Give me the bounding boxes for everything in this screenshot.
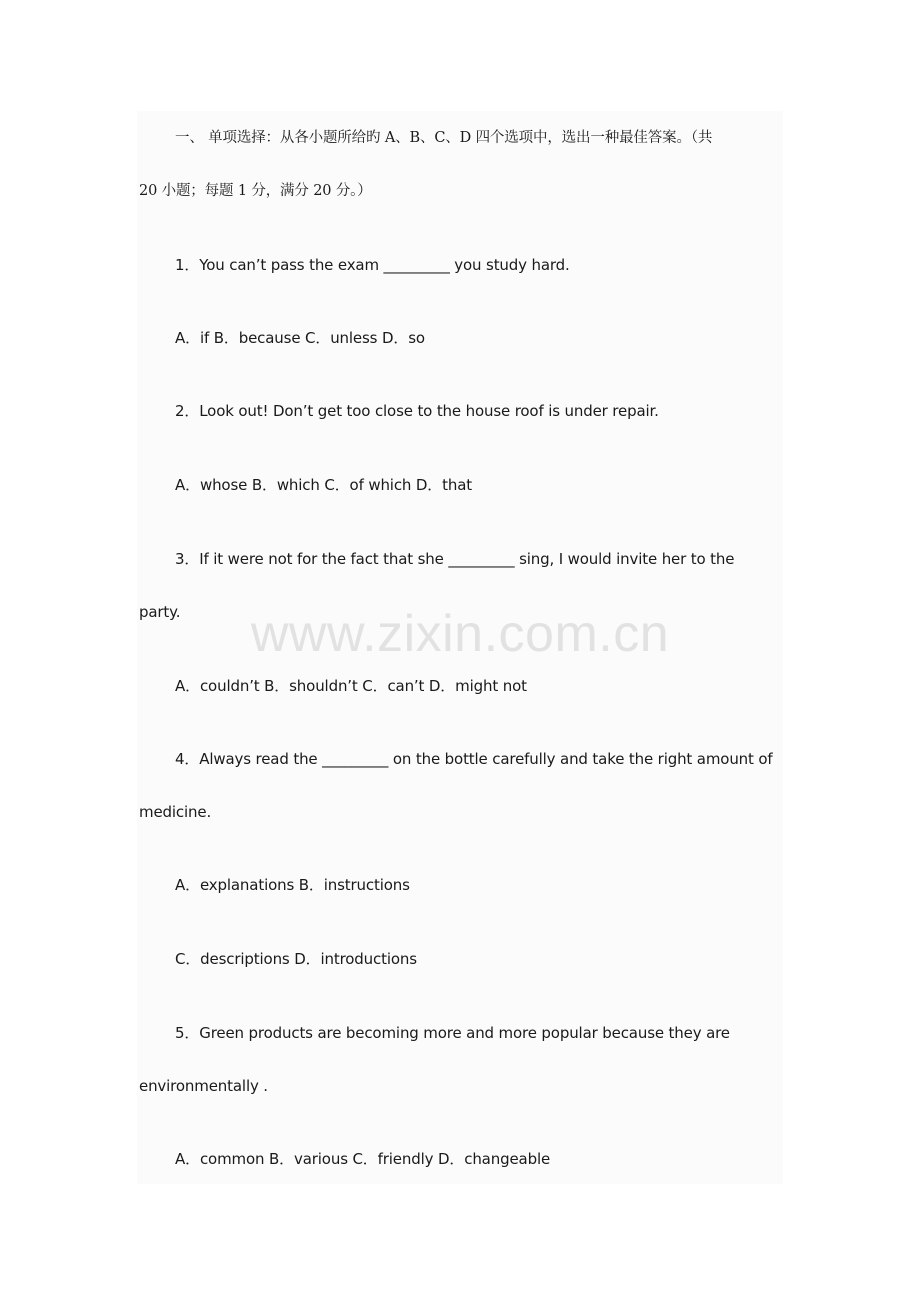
section-heading-line-1: 一、 单项选择：从各小题所给旳 A、B、C、D 四个选项中，选出一种最佳答案。（共 — [175, 130, 713, 146]
question-2-options: A．whose B．which C．of which D．that — [175, 476, 473, 494]
question-5-stem: 5．Green products are becoming more and more popular because they are — [175, 1024, 730, 1042]
question-3-stem-continued: party. — [139, 603, 181, 621]
question-1-options: A．if B．because C．unless D．so — [175, 329, 425, 347]
question-5-options: A．common B．various C．friendly D．changeable — [175, 1150, 551, 1168]
section-heading-line-2: 20 小题；每题 1 分，满分 20 分。） — [139, 183, 372, 199]
question-4-options-row-2: C．descriptions D．introductions — [175, 950, 417, 968]
question-1-stem: 1．You can’t pass the exam _________ you study hard. — [175, 256, 570, 274]
watermark-text: www.zixin.com.cn — [250, 605, 670, 663]
question-4-options-row-1: A．explanations B．instructions — [175, 876, 410, 894]
question-4-stem: 4．Always read the _________ on the bottle carefully and take the right amount of — [175, 750, 773, 768]
question-4-stem-continued: medicine. — [139, 803, 212, 821]
question-2-stem: 2．Look out! Don’t get too close to the house roof is under repair. — [175, 402, 659, 420]
question-3-stem: 3．If it were not for the fact that she _________ sing, I would invite her to the — [175, 550, 735, 568]
question-5-stem-continued: environmentally . — [139, 1077, 268, 1095]
question-3-options: A．couldn’t B．shouldn’t C．can’t D．might not — [175, 677, 527, 695]
